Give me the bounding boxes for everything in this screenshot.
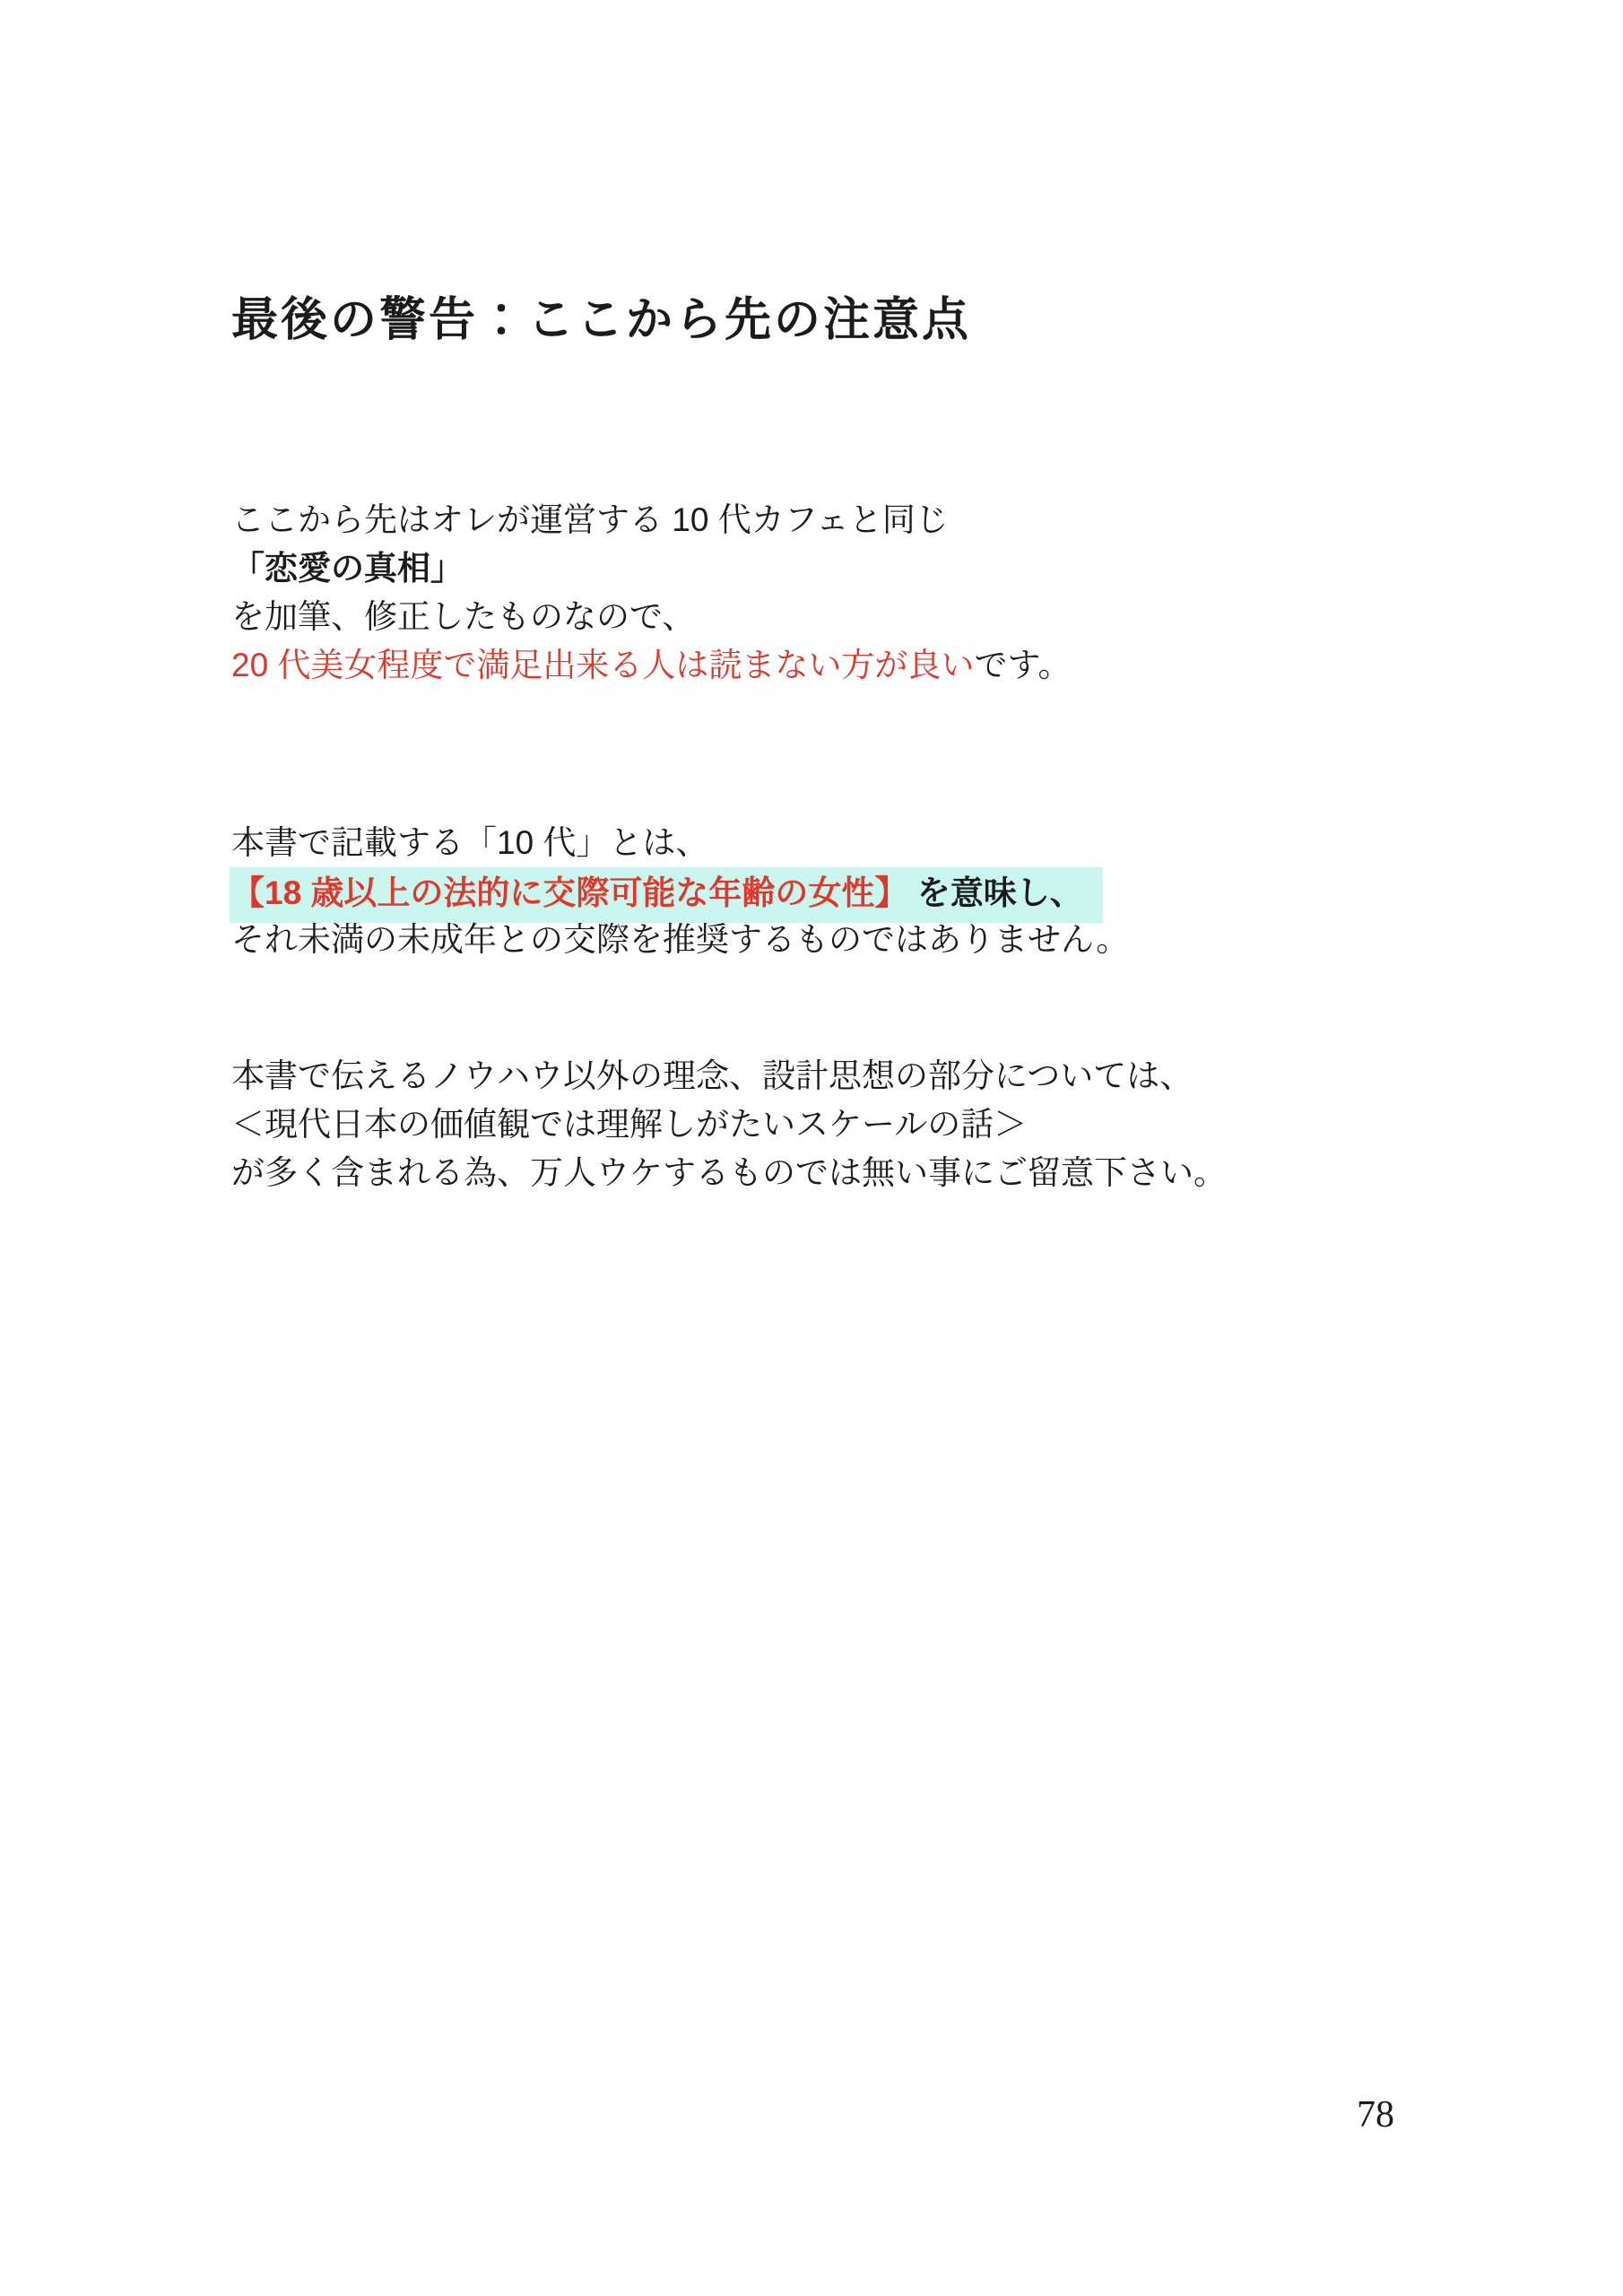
text-line [231,819,1129,867]
text-line [231,867,1129,916]
page-title: 最後の警告：ここから先の注意点 [231,294,972,346]
warning-text-red: 20 代美女程度で満足出来る人は読まない方が良い [231,647,975,683]
paragraph-definition [231,819,1129,964]
highlighted-definition [230,867,1103,923]
paragraph-disclaimer [231,1052,1227,1197]
book-title-text: 「恋愛の真相」 [231,550,464,587]
definition-text-bold: を意味し、 [907,874,1083,911]
body-text: ＜現代日本の価値観では理解しがたいスケールの話＞ [231,1106,1028,1143]
page-number: 78 [1357,2094,1394,2135]
body-text: を加筆、修正したものなので、 [231,598,696,635]
text-line [231,1052,1227,1100]
body-text: ここから先はオレが運営する 10 代カフェと同じ [231,501,949,538]
text-line [231,593,1071,641]
text-line [231,641,1071,690]
body-text: それ未満の未成年との交際を推奨するものではありません。 [231,921,1130,958]
body-text: です。 [974,647,1072,683]
text-line [231,916,1129,964]
paragraph-intro [231,496,1071,690]
text-line [231,1149,1227,1197]
text-line [231,1100,1227,1149]
definition-text-red: 【18 歳以上の法的に交際可能な年齢の女性】 [231,874,908,911]
body-text: が多く含まれる為、万人ウケするものでは無い事にご留意下さい。 [231,1154,1227,1191]
text-line [231,496,1071,544]
text-line [231,544,1071,593]
body-text: 本書で記載する「10 代」とは、 [231,824,709,861]
body-text: 本書で伝えるノウハウ以外の理念、設計思想の部分については、 [231,1057,1193,1094]
